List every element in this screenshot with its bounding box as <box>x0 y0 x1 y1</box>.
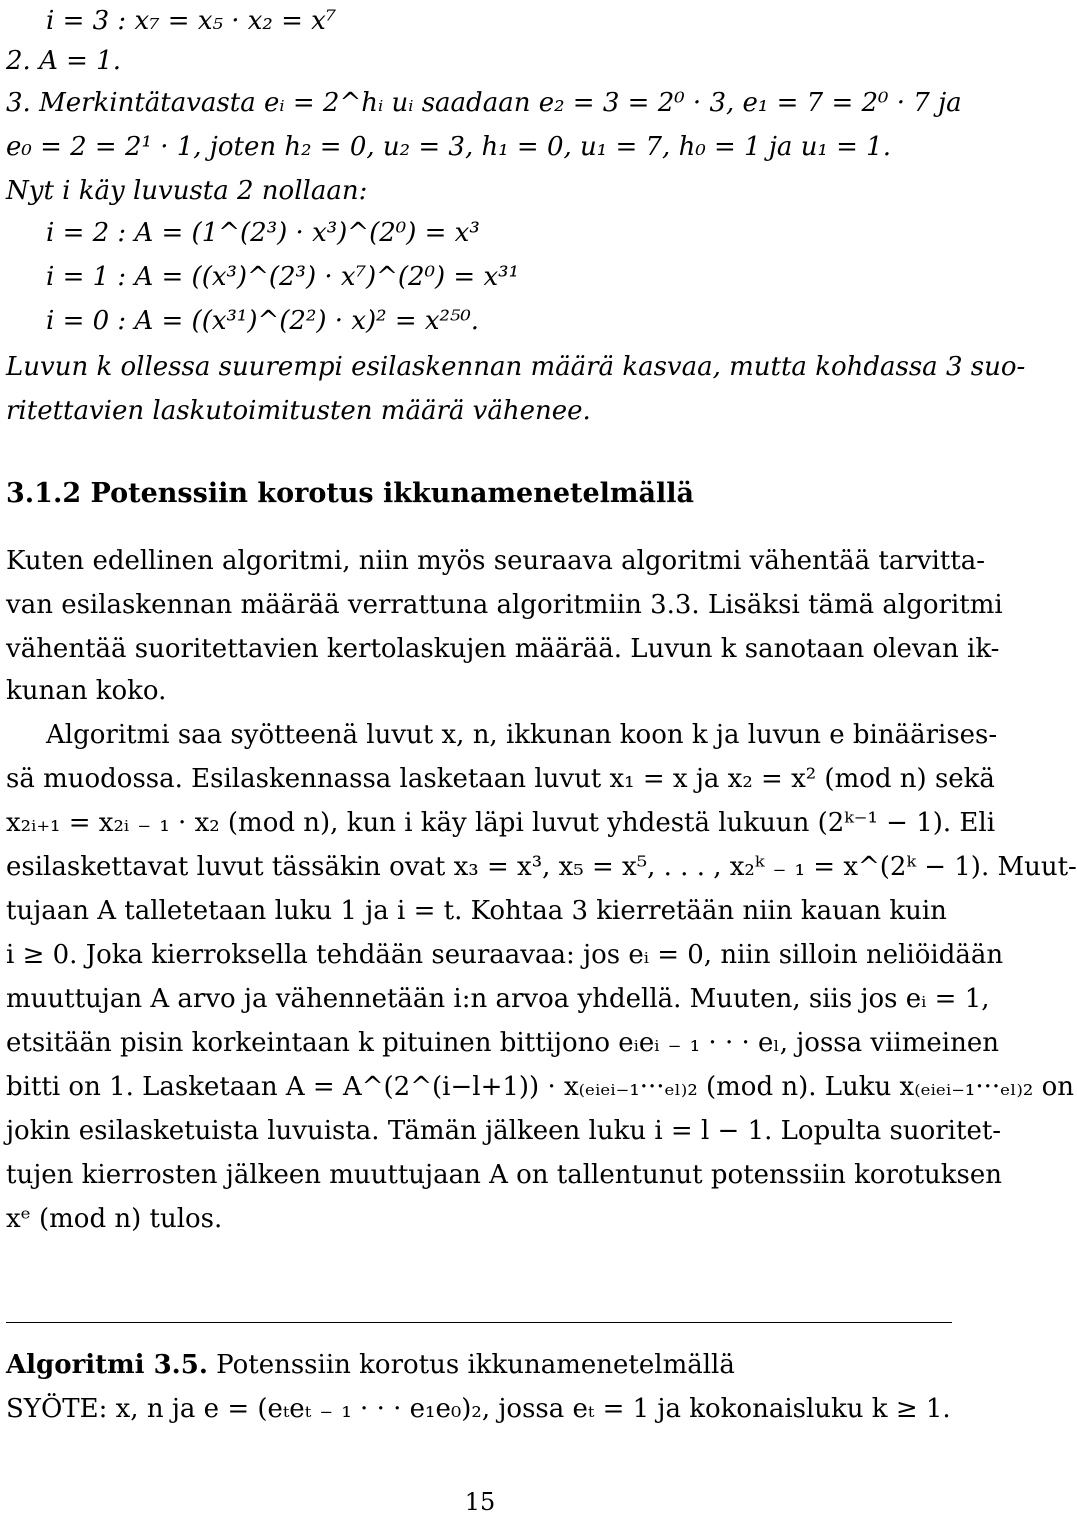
body-line: i ≥ 0. Joka kierroksella tehdään seuraavaa: jos eᵢ = 0, niin silloin neliöidään <box>6 940 1004 970</box>
algorithm-top-rule <box>6 1322 952 1323</box>
body-line: tujaan A talletetaan luku 1 ja i = t. Kohtaa 3 kierretään niin kauan kuin <box>6 896 947 926</box>
math-line-i1: i = 1 : A = ((x³)^(2³) · x⁷)^(2⁰) = x³¹ <box>46 262 519 292</box>
body-line: muuttujan A arvo ja vähennetään i:n arvoa yhdellä. Muuten, siis jos eᵢ = 1, <box>6 984 990 1014</box>
body-line: sä muodossa. Esilaskennassa lasketaan luvut x₁ = x ja x₂ = x² (mod n) sekä <box>6 764 995 794</box>
body-line: jokin esilasketuista luvuista. Tämän jälkeen luku i = l − 1. Lopulta suoritet- <box>6 1116 1002 1146</box>
math-line-i0: i = 0 : A = ((x³¹)^(2²) · x)² = x²⁵⁰. <box>46 306 480 336</box>
algorithm-label: Algoritmi 3.5. <box>6 1350 208 1380</box>
body-line: Algoritmi saa syötteenä luvut x, n, ikkunan koon k ja luvun e binäärises- <box>46 720 998 750</box>
step-3-line: 3. Merkintätavasta eᵢ = 2^hᵢ uᵢ saadaan e₂ = 3 = 2⁰ · 3, e₁ = 7 = 2⁰ · 7 ja <box>6 88 962 118</box>
loop-intro-line: Nyt i käy luvusta 2 nollaan: <box>6 176 368 206</box>
page-number: 15 <box>464 1488 496 1516</box>
body-line: kunan koko. <box>6 676 167 706</box>
step-2-line: 2. A = 1. <box>6 46 121 76</box>
body-line: xᵉ (mod n) tulos. <box>6 1204 223 1234</box>
body-line: van esilaskennan määrää verrattuna algoritmiin 3.3. Lisäksi tämä algoritmi <box>6 590 1003 620</box>
algorithm-header <box>6 1348 735 1382</box>
remark-line-1: Luvun k ollessa suurempi esilaskennan määrä kasvaa, mutta kohdassa 3 suo- <box>6 352 1026 382</box>
body-line: Kuten edellinen algoritmi, niin myös seuraava algoritmi vähentää tarvitta- <box>6 546 985 576</box>
math-line-i2: i = 2 : A = (1^(2³) · x³)^(2⁰) = x³ <box>46 218 480 248</box>
body-line: vähentää suoritettavien kertolaskujen määrää. Luvun k sanotaan olevan ik- <box>6 634 1000 664</box>
body-line: tujen kierrosten jälkeen muuttujaan A on tallentunut potenssiin korotuksen <box>6 1160 1003 1190</box>
body-line: bitti on 1. Lasketaan A = A^(2^(i−l+1)) · x₍ₑᵢₑᵢ₋₁···ₑₗ₎₂ (mod n). Luku x₍ₑᵢₑᵢ₋₁···ₑₗ₎₂ on <box>6 1072 1074 1102</box>
algorithm-input-line: SYÖTE: x, n ja e = (eₜeₜ ₋ ₁ · · · e₁e₀)₂, jossa eₜ = 1 ja kokonaisluku k ≥ 1. <box>6 1394 951 1424</box>
math-line-i3: i = 3 : x₇ = x₅ · x₂ = x⁷ <box>46 6 337 36</box>
algorithm-title: Potenssiin korotus ikkunamenetelmällä <box>207 1350 735 1380</box>
body-line: etsitään pisin korkeintaan k pituinen bittijono eᵢeᵢ ₋ ₁ · · · eₗ, jossa viimeinen <box>6 1028 999 1058</box>
body-line: x₂ᵢ₊₁ = x₂ᵢ ₋ ₁ · x₂ (mod n), kun i käy läpi luvut yhdestä lukuun (2ᵏ⁻¹ − 1). Eli <box>6 808 996 838</box>
remark-line-2: ritettavien laskutoimitusten määrä vähenee. <box>6 396 591 426</box>
body-line: esilaskettavat luvut tässäkin ovat x₃ = x³, x₅ = x⁵, . . . , x₂ᵏ ₋ ₁ = x^(2ᵏ − 1). Muut- <box>6 852 1077 882</box>
section-heading: 3.1.2 Potenssiin korotus ikkunamenetelmällä <box>6 478 694 509</box>
step-3-continuation: e₀ = 2 = 2¹ · 1, joten h₂ = 0, u₂ = 3, h₁ = 0, u₁ = 7, h₀ = 1 ja u₁ = 1. <box>6 132 891 162</box>
